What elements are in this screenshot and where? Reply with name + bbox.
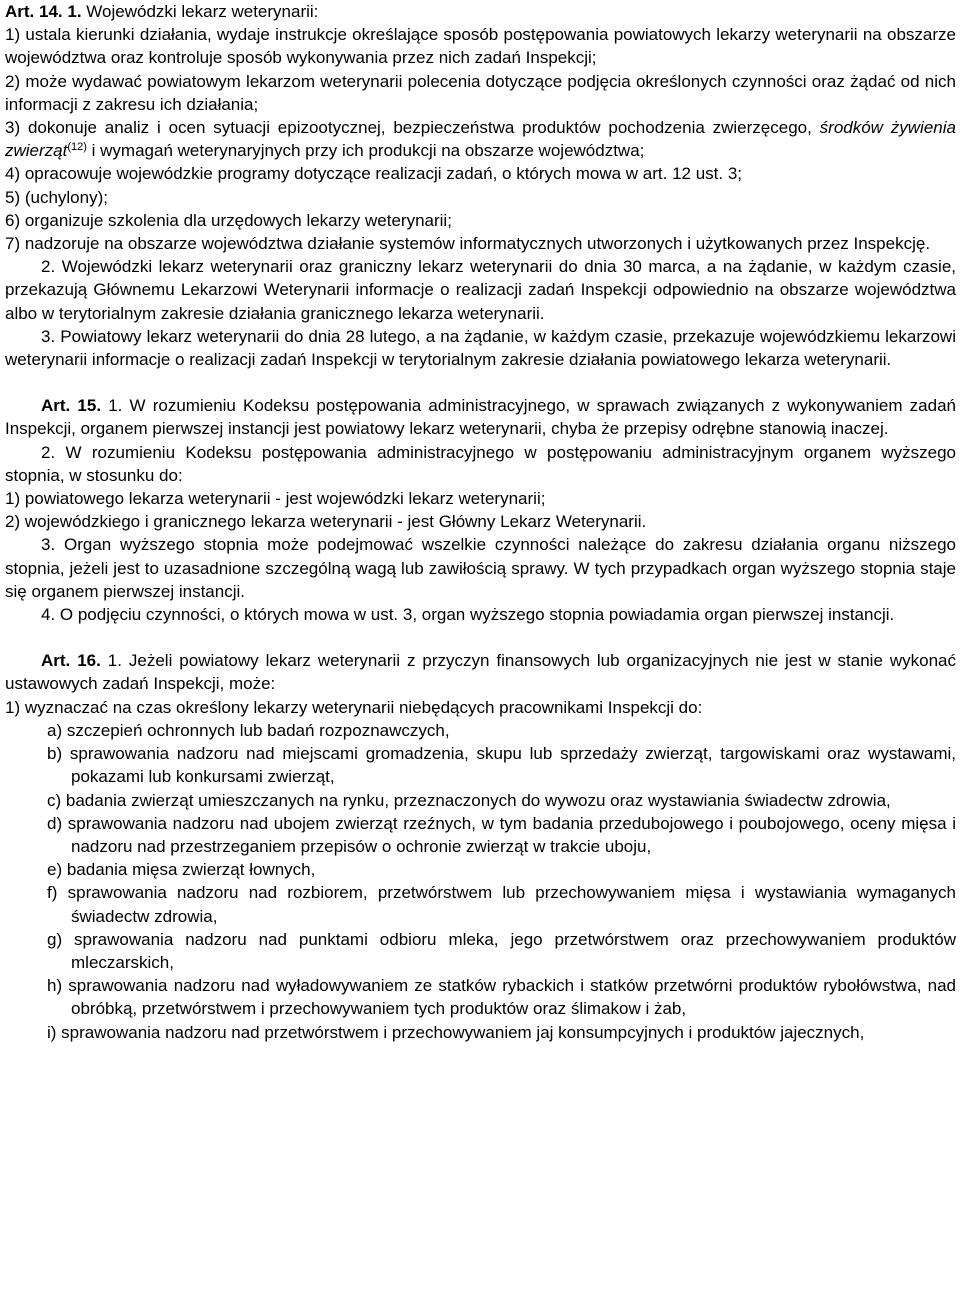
- document-page: [5, 0, 956, 1044]
- art15-para-4: 4. O podjęciu czynności, o których mowa w ust. 3, organ wyższego stopnia powiadamia organ pierwszej instancji.: [41, 605, 895, 625]
- art16-subitem-e: e) badania mięsa zwierząt łownych,: [47, 860, 316, 880]
- footnote-ref-12: (12): [67, 141, 87, 154]
- art15-para-2: 2. W rozumieniu Kodeksu postępowania administracyjnego w postępowaniu administracyjnym organem wyższego stopnia, w stosunku do:: [5, 442, 956, 485]
- art14-para-2: 2. Wojewódzki lekarz weterynarii oraz graniczny lekarz weterynarii do dnia 30 marca, a na żądanie, w każdym czasie, przekazują Głównemu Lekarzowi Weterynarii informacje o realizacji zadań Inspekcji odpowiednio na obszarze województwa albo w terytorialnym zakresie działania granicznego lekarza weterynarii.: [5, 257, 956, 323]
- art14-item-7: 7) nadzoruje na obszarze województwa działanie systemów informatycznych utworzonych i użytkowanych przez Inspekcję.: [5, 234, 931, 254]
- spacer: [5, 626, 956, 649]
- art14-item-5: 5) (uchylony);: [5, 187, 108, 207]
- spacer: [5, 371, 956, 394]
- art14-item-4: 4) opracowuje wojewódzkie programy dotyczące realizacji zadań, o których mowa w art. 12 ust. 3;: [5, 164, 743, 184]
- art14-item-6: 6) organizuje szkolenia dla urzędowych lekarzy weterynarii;: [5, 210, 452, 230]
- art16-subitem-i: i) sprawowania nadzoru nad przetwórstwem i przechowywaniem jaj konsumpcyjnych i produktów jajecznych,: [47, 1022, 865, 1042]
- art15-para-3: 3. Organ wyższego stopnia może podejmować wszelkie czynności należące do zakresu działania organu niższego stopnia, jeżeli jest to uzasadnione szczególną wagą lub zawiłością sprawy. W tych przypadkach organ wyższego stopnia staje się organem pierwszej instancji.: [5, 535, 956, 601]
- art15-para-1-text: 1. W rozumieniu Kodeksu postępowania administracyjnego, w sprawach związanych z wykonywaniem zadań Inspekcji, organem pierwszej instancji jest powiatowy lekarz weterynarii, chyba że przepisy odrębne stanowią inaczej.: [5, 396, 956, 439]
- art14-item-1: 1) ustala kierunki działania, wydaje instrukcje określające sposób postępowania powiatowych lekarzy weterynarii na obszarze województwa oraz kontroluje sposób wykonywania przez nich zadań Inspekcji;: [5, 25, 956, 68]
- art14-para-3: 3. Powiatowy lekarz weterynarii do dnia 28 lutego, a na żądanie, w każdym czasie, przekazuje wojewódzkiemu lekarzowi weterynarii informacje o realizacji zadań Inspekcji w terytorialnym zakresie działania powiatowego lekarza weterynarii.: [5, 326, 956, 370]
- art15-item-2: 2) wojewódzkiego i granicznego lekarza weterynarii - jest Główny Lekarz Weterynarii.: [5, 512, 647, 532]
- art16-subitem-g: g) sprawowania nadzoru nad punktami odbioru mleka, jego przetwórstwem oraz przechowywaniem produktów mleczarskich,: [47, 929, 956, 972]
- art16-subitem-f: f) sprawowania nadzoru nad rozbiorem, przetwórstwem lub przechowywaniem mięsa i wystawiania wymaganych świadectw zdrowia,: [47, 883, 956, 926]
- art16-subitem-d: d) sprawowania nadzoru nad ubojem zwierząt rzeźnych, w tym badania przedubojowego i poubojowego, oceny mięsa i nadzoru nad przestrzeganiem przepisów o ochronie zwierząt w trakcie uboju,: [47, 813, 956, 856]
- art15-para-1: [5, 394, 956, 440]
- art16-subitem-a: a) szczepień ochronnych lub badań rozpoznawczych,: [47, 720, 450, 740]
- art16-subitem-c: c) badania zwierząt umieszczanych na rynku, przeznaczonych do wywozu oraz wystawiania świadectw zdrowia,: [47, 790, 891, 810]
- art14-intro: [5, 0, 956, 23]
- art14-intro-text: Wojewódzki lekarz weterynarii:: [86, 2, 319, 21]
- art16-heading: Art. 16.: [41, 651, 101, 671]
- art15-item-1: 1) powiatowego lekarza weterynarii - jest wojewódzki lekarz weterynarii;: [5, 489, 546, 509]
- art16-para-1-text: 1. Jeżeli powiatowy lekarz weterynarii z przyczyn finansowych lub organizacyjnych nie jest w stanie wykonać ustawowych zadań Inspekcji, może:: [5, 651, 956, 694]
- art16-para-1: [5, 649, 956, 695]
- art14-item-3-pre: 3) dokonuje analiz i ocen sytuacji epizootycznej, bezpieczeństwa produktów pochodzenia zwierzęcego,: [5, 118, 820, 138]
- art14-item-3-italic: środków żywienia zwierząt: [5, 118, 956, 161]
- art14-para1-number: 1.: [67, 2, 82, 21]
- art15-heading: Art. 15.: [41, 396, 102, 416]
- art14-item-3-post: i wymagań weterynaryjnych przy ich produkcji na obszarze województwa;: [86, 141, 645, 161]
- art14-item-2: 2) może wydawać powiatowym lekarzom weterynarii polecenia dotyczące podjęcia określonych czynności oraz żądać od nich informacji z zakresu ich działania;: [5, 71, 956, 114]
- art14-heading: Art. 14.: [5, 2, 63, 21]
- art16-subitem-h: h) sprawowania nadzoru nad wyładowywaniem ze statków rybackich i statków przetwórni produktów rybołówstwa, nad obróbką, przetwórstwem i przechowywaniem tych produktów oraz ślimakow i żab,: [47, 976, 956, 1019]
- art16-item-1: 1) wyznaczać na czas określony lekarzy weterynarii niebędących pracownikami Inspekcji do:: [5, 697, 703, 717]
- art14-item-3: [5, 116, 956, 162]
- art16-subitem-b: b) sprawowania nadzoru nad miejscami gromadzenia, skupu lub sprzedaży zwierząt, targowiskami oraz wystawami, pokazami lub konkursami zwierząt,: [47, 744, 956, 787]
